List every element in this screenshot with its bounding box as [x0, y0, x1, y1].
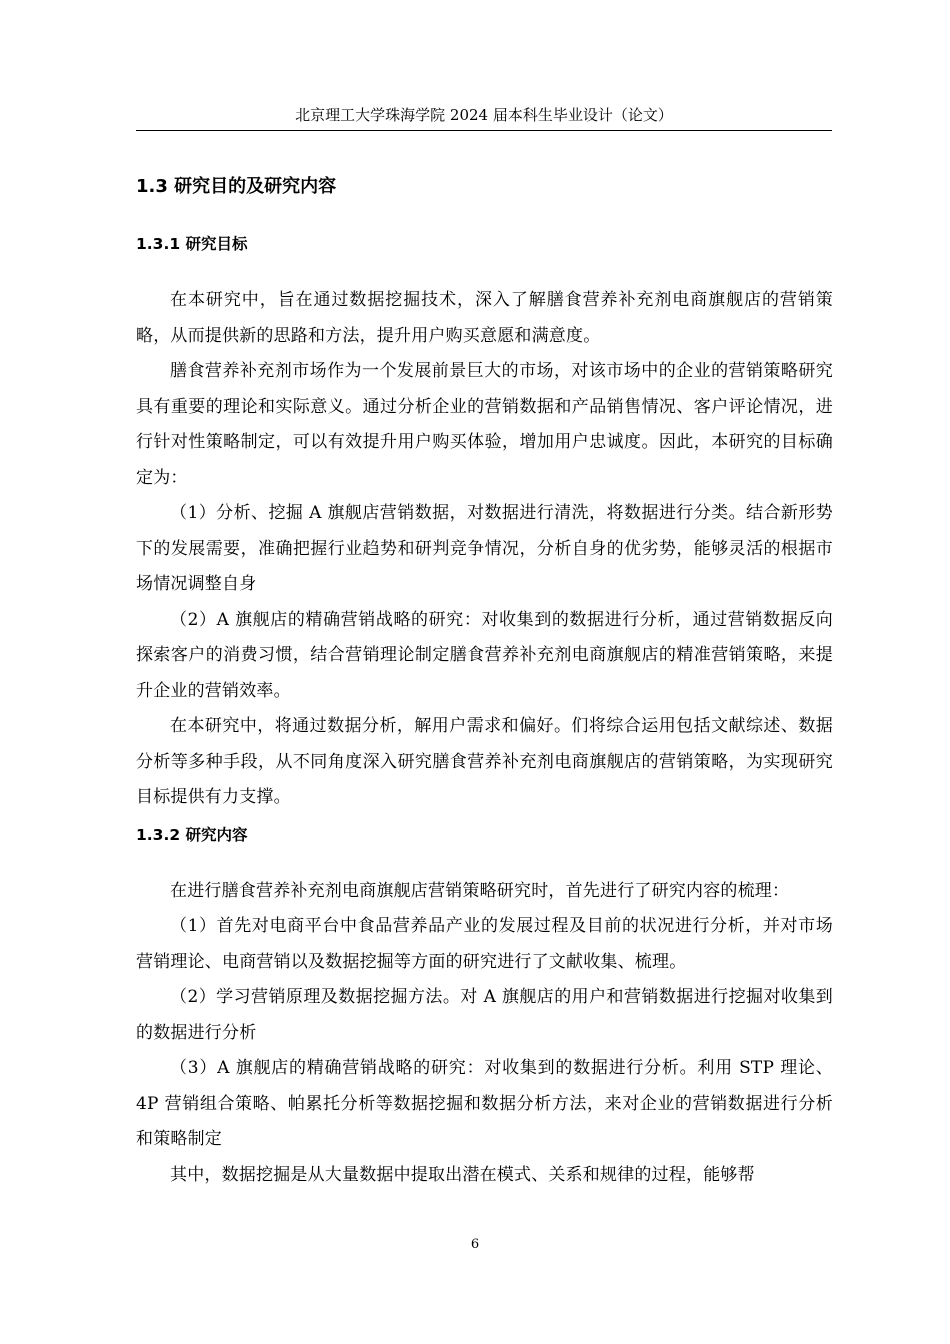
page-body — [136, 168, 833, 1193]
paragraph: （2）学习营销原理及数据挖掘方法。对 A 旗舰店的用户和营销数据进行挖掘对收集到的数据进行分析 — [136, 987, 833, 1043]
paragraph: 在本研究中，旨在通过数据挖掘技术，深入了解膳食营养补充剂电商旗舰店的营销策略，从而提供新的思路和方法，提升用户购买意愿和满意度。 — [136, 290, 833, 346]
paragraph: 在本研究中，将通过数据分析，解用户需求和偏好。们将综合运用包括文献综述、数据分析等多种手段，从不同角度深入研究膳食营养补充剂电商旗舰店的营销策略，为实现研究目标提供有力支撑。 — [136, 716, 833, 807]
paragraph: 其中，数据挖掘是从大量数据中提取出潜在模式、关系和规律的过程，能够帮 — [170, 1164, 755, 1185]
paragraph: （2）A 旗舰店的精确营销战略的研究：对收集到的数据进行分析，通过营销数据反向探索客户的消费习惯，结合营销理论制定膳食营养补充剂电商旗舰店的精准营销策略，来提升企业的营销效率。 — [136, 609, 833, 701]
section-heading: 1.3 研究目的及研究内容 — [136, 176, 337, 197]
running-header: 北京理工大学珠海学院 2024 届本科生毕业设计（论文） — [295, 106, 673, 124]
paragraph: 膳食营养补充剂市场作为一个发展前景巨大的市场，对该市场中的企业的营销策略研究具有重要的理论和实际意义。通过分析企业的营销数据和产品销售情况、客户评论情况，进行针对性策略制定，可以有效提升用户购买体验，增加用户忠诚度。因此，本研究的目标确定为： — [136, 361, 833, 488]
paragraph: 在进行膳食营养补充剂电商旗舰店营销策略研究时，首先进行了研究内容的梳理： — [170, 880, 790, 901]
paragraph: （1）首先对电商平台中食品营养品产业的发展过程及目前的状况进行分析，并对市场营销理论、电商营销以及数据挖掘等方面的研究进行了文献收集、梳理。 — [136, 916, 833, 972]
subsection-heading-research-goals: 1.3.1 研究目标 — [136, 235, 248, 253]
page-number: 6 — [470, 1237, 480, 1252]
paragraph: （3）A 旗舰店的精确营销战略的研究：对收集到的数据进行分析。利用 STP 理论、4P 营销组合策略、帕累托分析等数据挖掘和数据分析方法，来对企业的营销数据进行分析和策略制定 — [136, 1058, 833, 1149]
subsection-heading-research-content: 1.3.2 研究内容 — [136, 825, 248, 844]
header-rule — [136, 130, 832, 131]
paragraph: （1）分析、挖掘 A 旗舰店营销数据，对数据进行清洗，将数据进行分类。结合新形势下的发展需要，准确把握行业趋势和研判竞争情况，分析自身的优劣势，能够灵活的根据市场情况调整自身 — [136, 503, 833, 594]
